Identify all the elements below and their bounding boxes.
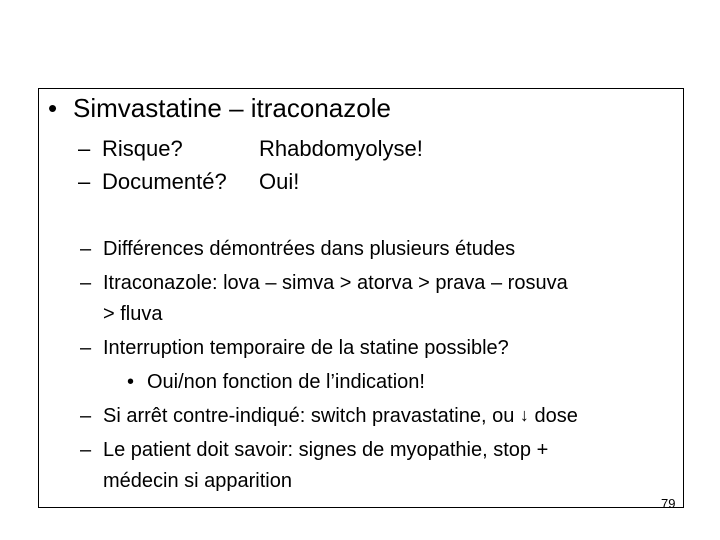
page-number: 79 <box>661 496 676 511</box>
slide-title: Simvastatine – itraconazole <box>73 93 391 123</box>
point-dash-1: – <box>80 238 92 260</box>
arrow-down-icon: ↓ <box>519 405 529 425</box>
point-dash-5: – <box>80 439 92 461</box>
point-dash-2: – <box>80 272 92 294</box>
point-4-text: Si arrêt contre-indiqué: switch pravastatine, ou <box>103 405 515 427</box>
qa-dash-2: – <box>78 169 91 194</box>
point-dash-4: – <box>80 405 92 427</box>
qa-question-2: Documenté? <box>102 169 227 194</box>
qa-question-1: Risque? <box>102 136 183 161</box>
point-4-end: dose <box>534 405 578 427</box>
qa-answer-1: Rhabdomyolyse! <box>259 136 423 161</box>
point-5-line-2: médecin si apparition <box>103 470 292 492</box>
point-2-line-2: > fluva <box>103 303 163 325</box>
title-bullet: • <box>48 93 58 123</box>
qa-answer-2: Oui! <box>259 169 300 194</box>
point-3: Interruption temporaire de la statine possible? <box>103 337 509 359</box>
sub-bullet: • <box>127 371 135 393</box>
point-5-line-1: Le patient doit savoir: signes de myopathie, stop + <box>103 439 549 461</box>
point-1: Différences démontrées dans plusieurs études <box>103 238 516 260</box>
point-dash-3: – <box>80 337 92 359</box>
point-4 <box>103 406 578 426</box>
point-3-sub: Oui/non fonction de l’indication! <box>147 371 425 393</box>
point-2-line-1: Itraconazole: lova – simva > atorva > prava – rosuva <box>103 272 568 294</box>
qa-dash-1: – <box>78 136 91 161</box>
